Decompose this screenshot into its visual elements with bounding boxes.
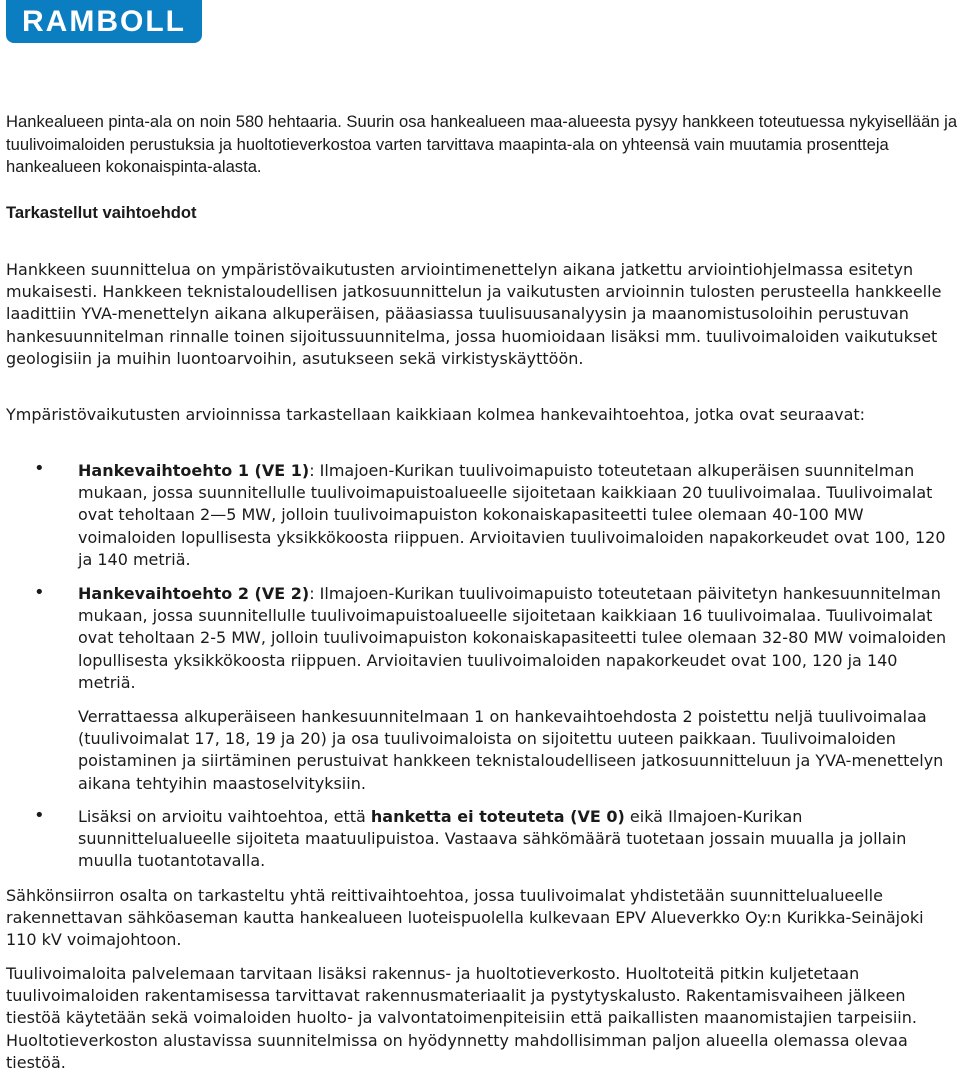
bullet-ve0: • (34, 805, 45, 826)
ve0-after: eikä Ilmajoen-Kurikan suunnittelualueelle sijoiteta maatuulipuistoa. Vastaava sähkömäärä tuotetaan jossain muualla ja jollain muulla tuotantotavalla. (78, 807, 907, 871)
bullet-ve1: • (34, 458, 45, 479)
ve0-label: hanketta ei toteuteta (VE 0) (370, 807, 625, 826)
road-network-paragraph: Tuulivoimaloita palvelemaan tarvitaan lisäksi rakennus- ja huoltotieverkosto. Huoltoteitä pitkin kuljetetaan tuulivoimaloiden rakentamisessa tarvittavat rakennusmateriaalit ja pystytyskalusto. Rakentamisvaiheen jälkeen tiestöä käytetään sekä voimaloiden huolto- ja valvontatoimenpiteisiin että paikallisten maanomistajien tarpeisiin. Huoltotieverkoston alustavissa suunnitelmissa on hyödynnetty mahdollisimman paljon alueella olemassa olevaa tiestöä. (6, 964, 917, 1072)
ramboll-logo (6, 0, 202, 43)
alternatives-paragraph: Hankkeen suunnittelua on ympäristövaikutusten arviointimenettelyn aikana jatkettu arviointiohjelmassa esitetyn mukaisesti. Hankkeen teknistaloudellisen jatkosuunnittelun ja vaikutusten arvioinnin tulosten perusteella hankkeelle laadittiin YVA-menettelyn aikana alkuperäisen, pääasiassa tuulisuusanalyysin ja maanomistusoloihin perustuvan hankesuunnitelman rinnalle toinen sijoitussuunnitelma, jossa huomioidaan lisäksi mm. tuulivoimaloiden vaikutukset geologisiin ja muihin luontoarvoihin, asutukseen sekä virkistyskäyttöön. (6, 260, 942, 368)
ve2-item (78, 583, 958, 694)
alternatives-intro-paragraph: Ympäristövaikutusten arvioinnissa tarkastellaan kaikkiaan kolmea hankevaihtoehtoa, jotka ovat seuraavat: (6, 405, 866, 424)
ve1-label: Hankevaihtoehto 1 (VE 1) (78, 461, 310, 480)
ve1-text: : Ilmajoen-Kurikan tuulivoimapuisto toteutetaan alkuperäisen suunnitelman mukaan, jossa suunnitellulle tuulivoimapuistoalueelle sijoitetaan kaikkiaan 20 tuulivoimalaa. Tuulivoimalat ovat teholtaan 2—5 MW, jolloin tuulivoimapuiston kokonaiskapasiteetti tulee olemaan 40-100 MW voimaloiden lopullisesta yksikkökoosta riippuen. Arvioitavien tuulivoimaloiden napakorkeudet ovat 100, 120 ja 140 metriä. (78, 461, 946, 569)
logo-text: RAMBOLL (22, 4, 186, 38)
ve1-item (78, 460, 958, 571)
bullet-ve2: • (34, 582, 45, 603)
ve2-text: : Ilmajoen-Kurikan tuulivoimapuisto toteutetaan päivitetyn hankesuunnitelman mukaan, jossa suunnitellulle tuulivoimapuistoalueelle sijoitetaan kaikkiaan 16 tuulivoimalaa. Tuulivoimalat ovat teholtaan 2-5 MW, jolloin tuulivoimapuiston kokonaiskapasiteetti tulee olemaan 32-80 MW voimaloiden lopullisesta yksikkökoosta riippuen. Arvioitavien tuulivoimaloiden napakorkeudet ovat 100, 120 ja 140 metriä. (78, 584, 947, 692)
ve0-item (78, 806, 958, 873)
ve0-before: Lisäksi on arvioitu vaihtoehtoa, että (78, 807, 371, 826)
section-heading: Tarkastellut vaihtoehdot (6, 203, 197, 222)
ve2-note: Verrattaessa alkuperäiseen hankesuunnitelmaan 1 on hankevaihtoehdosta 2 poistettu neljä tuulivoimalaa (tuulivoimalat 17, 18, 19 ja 20) ja osa tuulivoimaloista on sijoitettu uuteen paikkaan. Tuulivoimaloiden poistaminen ja siirtäminen perustuivat hankkeen teknistaloudelliseen jatkosuunnitteluun ja YVA-menettelyn aikana tehtyihin maastoselvityksiin. (78, 707, 944, 793)
intro-paragraph: Hankealueen pinta-ala on noin 580 hehtaaria. Suurin osa hankealueen maa-alueesta pysyy hankkeen toteutuessa nykyisellään ja tuulivoimaloiden perustuksia ja huoltotieverkostoa varten tarvittava maapinta-ala on yhteensä vain muutamia prosentteja hankealueen kokonaispinta-alasta. (6, 112, 958, 176)
ve2-label: Hankevaihtoehto 2 (VE 2) (78, 584, 310, 603)
power-transmission-paragraph: Sähkönsiirron osalta on tarkasteltu yhtä reittivaihtoehtoa, jossa tuulivoimalat yhdistetään suunnittelualueelle rakennettavan sähköaseman kautta hankealueen luoteispuolella kulkevaan EPV Alueverkko Oy:n Kurikka-Seinäjoki 110 kV voimajohtoon. (6, 886, 924, 950)
